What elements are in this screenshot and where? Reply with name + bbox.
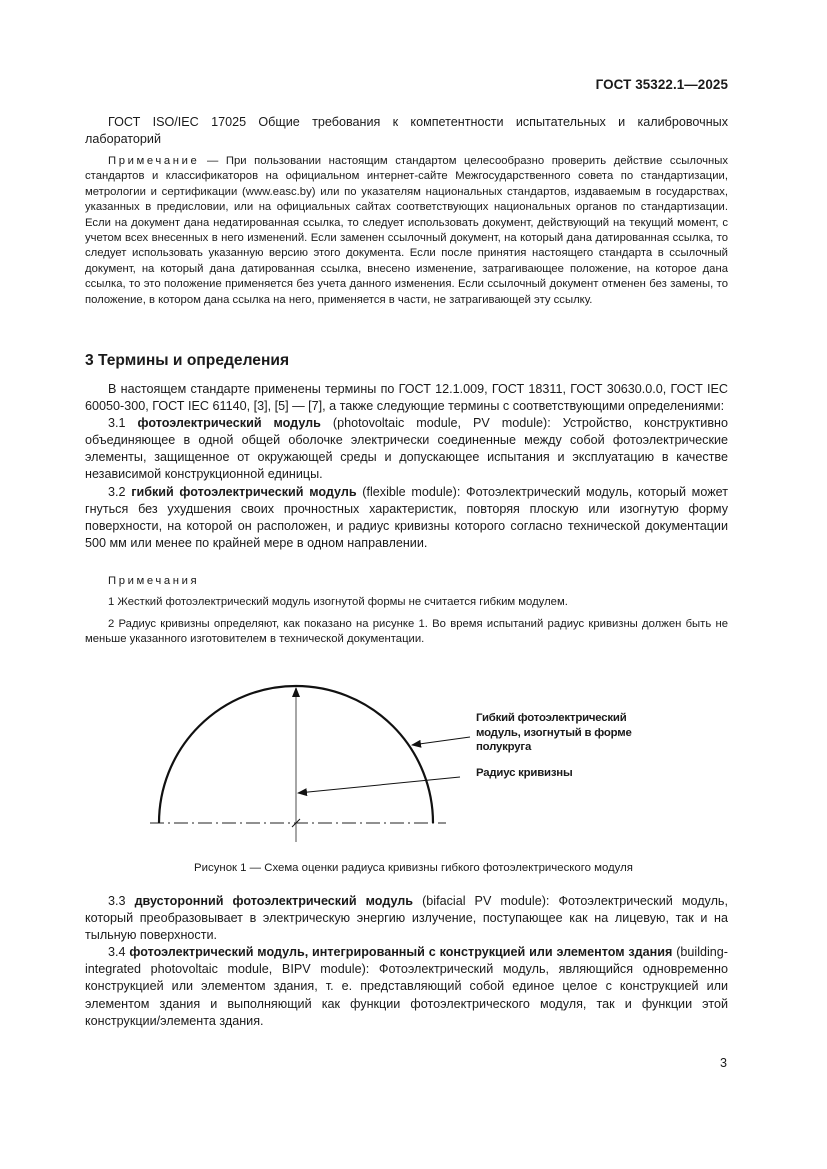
figure-caption: Рисунок 1 — Схема оценки радиуса кривизны гибкого фотоэлектрического модуля: [194, 862, 633, 874]
term-name: фотоэлектрический модуль, интегрированный с конструкцией или элементом здания: [129, 945, 673, 960]
term-3-3: [85, 893, 728, 944]
term-number: 3.4: [108, 945, 130, 960]
term-definition: (flexible module): Фотоэлектрический модуль, который может гнуться без ухудшения своих прочностных характеристик, повторяя плоскую или изогнутую форму поверхности, на которой он расположен, и радиус кривизны которого согласно технической документации 500 мм или менее по крайней мере в одном направлении.: [85, 484, 728, 550]
figure-1: [0, 660, 827, 860]
note-references: [85, 154, 728, 308]
terms-continued: [85, 893, 728, 1030]
term-3-1: [85, 415, 728, 483]
reference-text: ГОСТ ISO/IEC 17025 Общие требования к компетентности испытательных и калибровочных лабораторий: [85, 115, 728, 147]
section-intro: В настоящем стандарте применены термины по ГОСТ 12.1.009, ГОСТ 18311, ГОСТ 30630.0.0, ГОСТ IEC 60050-300, ГОСТ IEC 61140, [3], [5] — [7], а также следующие термины с соответствующими определениями:: [85, 382, 728, 414]
section-title: 3 Термины и определения: [85, 352, 290, 369]
notes-block: [85, 574, 728, 648]
notes-label: Примечания: [108, 575, 200, 587]
label-flexible-module: Гибкий фотоэлектрический модуль, изогнутый в форме полукруга: [476, 712, 632, 753]
term-definition: (bifacial PV module): Фотоэлектрический модуль, который преобразовывает в электрическую энергию излучение, поступающее как на лицевую, так и на тыльную поверхности.: [85, 894, 728, 943]
document-id-header: ГОСТ 35322.1—2025: [595, 77, 728, 92]
semicircle-diagram: [0, 660, 827, 860]
term-3-2: [85, 484, 728, 552]
reference-entry: [85, 114, 728, 148]
note-text: — При пользовании настоящим стандартом целесообразно проверить действие ссылочных стандартов и классификаторов на официальном интернет-сайте Межгосударственного совета по стандартизации, метрологии и сертификации (www.easc.by) или по указателям национальных стандартов, издаваемым в государствах, указанных в предисловии, или на официальных сайтах соответствующих национальных органов по стандартизации. Если на документ дана недатированная ссылка, то следует использовать документ, действующий на текущий момент, с учетом всех внесенных в него изменений. Если заменен ссылочный документ, на который дана датированная ссылка, то следует использовать указанную версию этого документа. Если после принятия настоящего стандарта в ссылочный документ, на который дана датированная ссылка, внесено изменение, затрагивающее положение, на которое дана ссылка, то это положение применяется без учета данного изменения. Если ссылочный документ отменен без замены, то положение, в котором дана ссылка на него, применяется в части, не затрагивающей эту ссылку.: [85, 155, 728, 306]
term-name: двусторонний фотоэлектрический модуль: [134, 894, 414, 908]
section-body: [85, 381, 728, 552]
note-item-2: 2 Радиус кривизны определяют, как показано на рисунке 1. Во время испытаний радиус кривизны должен быть не меньше указанного изготовителем в технической документации.: [85, 617, 728, 646]
term-number: 3.3: [108, 894, 135, 908]
note-label: Примечание: [108, 155, 200, 167]
term-definition: (building-integrated photovoltaic module, BIPV module): Фотоэлектрический модуль, являющийся одновременно конструкцией или элементом здания, т. е. представляющий собой единое целое с конструкцией или элементом здания и выполняющий как функции фотоэлектрического модуля, так и функции этой конструкции/элемента здания.: [85, 945, 728, 1028]
term-number: 3.2: [108, 484, 132, 499]
term-name: гибкий фотоэлектрический модуль: [131, 484, 357, 499]
label-radius: Радиус кривизны: [476, 767, 573, 779]
term-name: фотоэлектрический модуль: [137, 416, 321, 431]
page-number: 3: [719, 1056, 727, 1070]
term-3-4: [85, 944, 728, 1029]
term-definition: (photovoltaic module, PV module): Устройство, конструктивно объединяющее в одной общей оболочке электрически соединенные между собой фотоэлектрические элементы, защищенное от окружающей среды и допускающее испытания и эксплуатацию в качестве независимой конструкционной единицы.: [85, 416, 728, 482]
term-number: 3.1: [108, 416, 138, 431]
note-item-1: 1 Жесткий фотоэлектрический модуль изогнутой формы не считается гибким модулем.: [108, 596, 568, 609]
